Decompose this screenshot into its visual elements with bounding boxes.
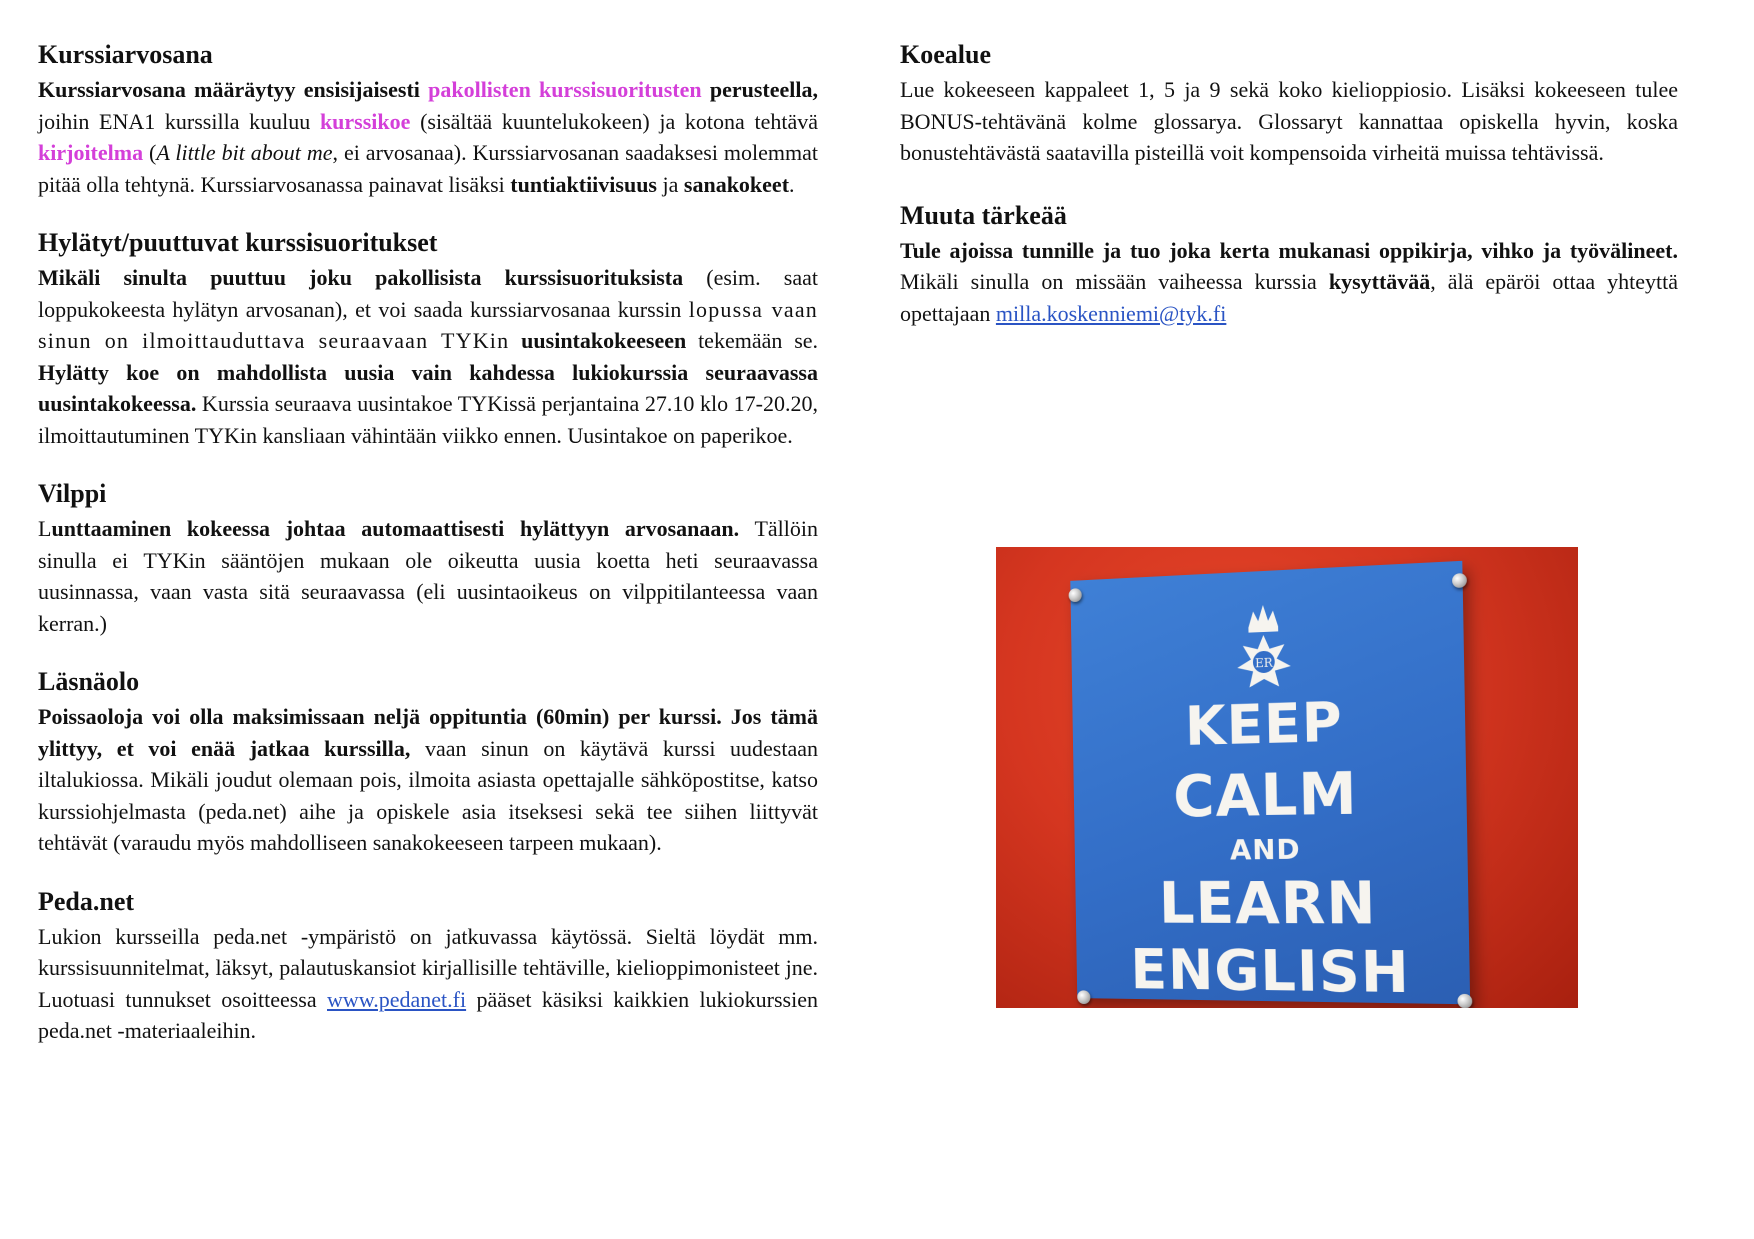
section-vilppi <box>38 477 818 639</box>
text-spaced: lopussa vaan sinun on ilmoittauduttava seuraavaan TYKin <box>38 296 818 353</box>
text: joihin ENA1 kurssilla kuuluu <box>38 108 320 134</box>
heading-muuta: Muuta tärkeää <box>900 200 1067 230</box>
text-italic: A little bit about me <box>156 140 333 165</box>
heading-pedanet: Peda.net <box>38 886 135 916</box>
highlight-kurssikoe: kurssikoe <box>319 108 411 134</box>
poster-line-calm: CALM <box>1172 758 1359 830</box>
heading-lasnaolo: Läsnäolo <box>38 667 140 696</box>
pin-icon <box>1069 588 1082 602</box>
text-bold: Tule ajoissa tunnille ja tuo joka kerta mukanasi oppikirja, vihko ja työvälineet. <box>900 237 1678 263</box>
section-pedanet <box>38 885 818 1047</box>
pedanet-link[interactable]: www.pedanet.fi <box>327 986 467 1012</box>
text-bold: sanakokeet <box>683 171 790 197</box>
badge-text: ER <box>1254 655 1273 671</box>
highlight-pakolliset: pakollisten kurssisuoritusten <box>428 77 702 102</box>
poster-line-and: AND <box>1229 832 1301 867</box>
right-column <box>900 38 1678 355</box>
text: (sisältää kuuntelukokeen) ja kotona tehtävä <box>410 108 819 134</box>
poster-line-keep: KEEP <box>1184 690 1344 758</box>
text-bold: tuntiaktiivisuus <box>510 171 657 197</box>
poster-line-learn: LEARN <box>1158 868 1378 938</box>
text: Mikäli sinulla on missään vaiheessa kurssia <box>900 269 1329 294</box>
section-lasnaolo <box>38 665 818 859</box>
text: L <box>38 516 52 541</box>
left-column <box>38 38 818 1073</box>
text: Lukion kursseilla peda.net -ympäristö on jatkuvassa käytössä. Sieltä löydät mm. kurssisuunnitelmat, läksyt, palautuskansiot kirjallisille tehtäville, kielioppimonisteet jne. Luotuasi tunnukset osoitteessa <box>38 923 818 1012</box>
text-bold: perusteella, <box>701 77 818 102</box>
section-hylatyt <box>38 226 818 451</box>
paragraph-koealue <box>900 74 1678 169</box>
text: Lue kokeeseen kappaleet 1, 5 ja 9 sekä koko kielioppiosio. Lisäksi kokeeseen tulee BONUS-tehtävänä kolme glossarya. Glossaryt kannattaa opiskella hyvin, koska bonustehtävästä saatavilla pisteillä voit kompensoida virheitä muissa tehtävissä. <box>900 77 1678 165</box>
keep-calm-poster-photo <box>996 547 1578 1008</box>
text-bold: Poissaoloja voi olla maksimissaan neljä oppituntia (60min) per kurssi. Jos tämä ylittyy, et voi enää jatkaa kurssilla, <box>38 704 818 761</box>
poster-line-english: ENGLISH <box>1129 938 1411 1007</box>
text: , ei arvosanaa). Kurssiarvosanan saadaksesi molemmat pitää olla tehtynä. Kurssiarvosanassa painavat lisäksi <box>38 140 819 197</box>
paragraph-pedanet <box>38 921 818 1047</box>
text: . <box>789 171 795 197</box>
text: vaan sinun on käytävä kurssi uudestaan iltalukiossa. Mikäli joudut olemaan pois, ilmoita asiasta opettajalle sähköpostitse, katso kurssiohjelmasta (peda.net) aihe ja opiskele asia itseksesi sekä tee siihen liittyvät tehtävät (varaudu myös mahdolliseen sanakokeeseen tarpeen mukaan). <box>38 735 819 855</box>
email-link[interactable]: milla.koskenniemi@tyk.fi <box>995 300 1227 326</box>
text-bold: kysyttävää <box>1328 269 1431 294</box>
text: , älä epäröi ottaa yhteyttä opettajaan <box>900 269 1679 326</box>
text: Tällöin sinulla ei TYKin sääntöjen mukaan ole oikeutta uusia koetta heti seuraavassa uusinnassa, vaan vasta sitä seuraavassa (eli uusintaoikeus on vilppitilanteessa vaan kerran.) <box>38 516 818 636</box>
text: (esim. saat loppukokeesta hylätyn arvosanan), et voi saada kurssiarvosanaa kurssin <box>38 265 818 322</box>
text-bold: uusintakokeeseen <box>521 328 687 353</box>
text-bold: Hylätty koe on mahdollista uusia vain kahdessa lukiokurssia seuraavassa uusintakokeessa. <box>38 359 818 416</box>
section-kurssiarvosana <box>38 38 818 200</box>
text: ja <box>657 171 684 197</box>
text: ( <box>143 140 157 165</box>
paragraph-muuta <box>900 235 1678 330</box>
paragraph-vilppi <box>38 513 818 639</box>
text-bold: unttaaminen kokeessa johtaa automaattisesti hylättyyn arvosanaan. <box>51 516 740 541</box>
highlight-kirjoitelma: kirjoitelma <box>38 140 144 165</box>
text-bold: Kurssiarvosana määräytyy ensisijaisesti <box>38 77 429 102</box>
text <box>509 328 521 353</box>
heading-koealue: Koealue <box>900 40 991 69</box>
text-bold: Mikäli sinulta puuttuu joku pakollisista kurssisuorituksista <box>38 265 684 290</box>
paragraph-kurssiarvosana <box>38 74 818 200</box>
text: Kurssia seuraava uusintakoe TYKissä perjantaina 27.10 klo 17-20.20, ilmoittautuminen TYKin kansliaan vähintään viikko ennen. Uusintakoe on paperikoe. <box>38 391 818 448</box>
heading-kurssiarvosana: Kurssiarvosana <box>38 40 213 69</box>
text: tekemään se. <box>686 328 819 353</box>
pin-icon <box>1452 573 1467 588</box>
text: pääset käsiksi kaikkien lukiokurssien peda.net -materiaaleihin. <box>38 986 818 1043</box>
paragraph-hylatyt <box>38 262 818 451</box>
section-koealue <box>900 38 1678 169</box>
poster <box>1070 561 1470 1005</box>
heading-hylatyt: Hylätyt/puuttuvat kurssisuoritukset <box>38 228 438 257</box>
heading-vilppi: Vilppi <box>38 479 107 508</box>
paragraph-lasnaolo <box>38 701 818 859</box>
section-muuta <box>900 199 1678 330</box>
